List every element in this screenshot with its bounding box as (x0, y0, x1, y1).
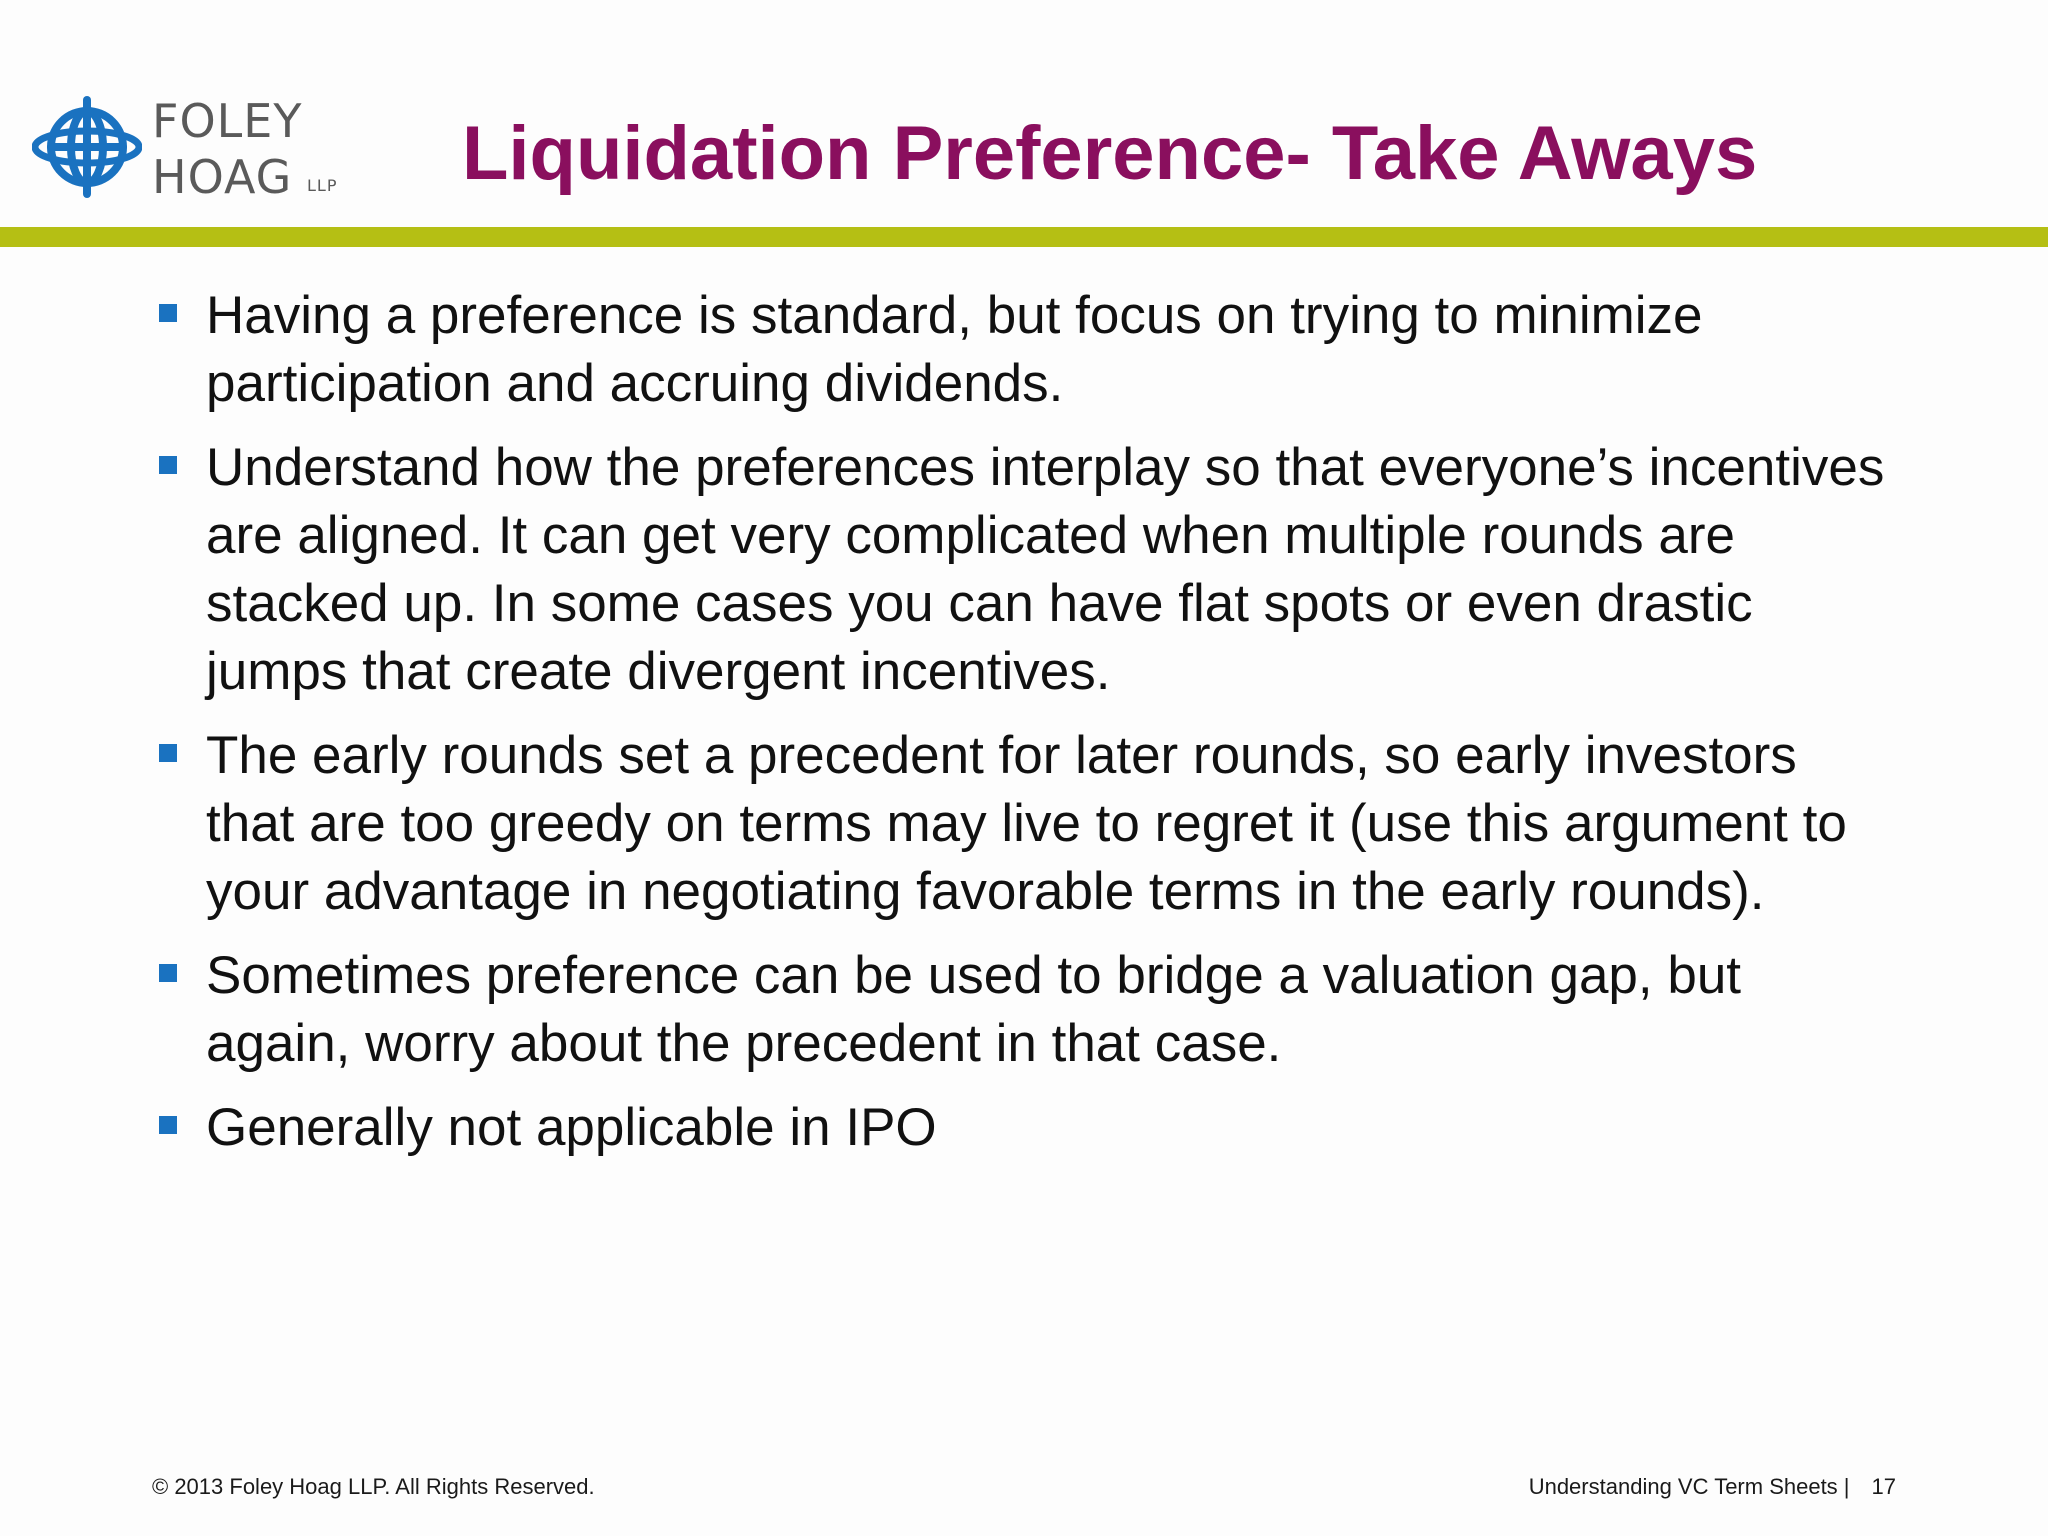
bullet-text: Having a preference is standard, but focus on trying to minimize participation and accruing dividends. (206, 286, 1703, 413)
logo-text-hoag: HOAG (152, 150, 293, 204)
footer-deck-title: Understanding VC Term Sheets | (1528, 1474, 1850, 1499)
square-bullet-icon (159, 304, 177, 322)
page-number: 17 (1871, 1474, 1896, 1499)
footer-page-info (1529, 1474, 1896, 1500)
bullet-item (158, 282, 1898, 418)
bullet-text: Sometimes preference can be used to bridge a valuation gap, but again, worry about the precedent in that case. (206, 946, 1742, 1073)
bullet-item (158, 1094, 1898, 1162)
bullet-text: Generally not applicable in IPO (206, 1098, 937, 1157)
bullet-text: Understand how the preferences interplay so that everyone’s incentives are aligned. It can get very complicated when multiple rounds are stacked up. In some cases you can have flat spots or even drastic jumps that create divergent incentives. (206, 438, 1885, 701)
bullet-item (158, 942, 1898, 1078)
bullet-item (158, 722, 1898, 926)
bullet-list (158, 282, 1898, 1178)
square-bullet-icon (159, 456, 177, 474)
bullet-text: The early rounds set a precedent for later rounds, so early investors that are too greedy on terms may live to regret it (use this argument to your advantage in negotiating favorable terms in the early rounds). (206, 726, 1847, 921)
bullet-item (158, 434, 1898, 706)
square-bullet-icon (159, 1116, 177, 1134)
square-bullet-icon (159, 744, 177, 762)
company-logo (32, 88, 352, 204)
slide-title: Liquidation Preference- Take Aways (462, 111, 1758, 196)
title-divider (0, 227, 2048, 247)
logo-text-llp: LLP (307, 176, 338, 195)
footer-copyright: © 2013 Foley Hoag LLP. All Rights Reserved. (152, 1474, 595, 1499)
logo-text-foley: FOLEY (152, 94, 303, 148)
globe-logo-icon (32, 92, 142, 202)
square-bullet-icon (159, 964, 177, 982)
